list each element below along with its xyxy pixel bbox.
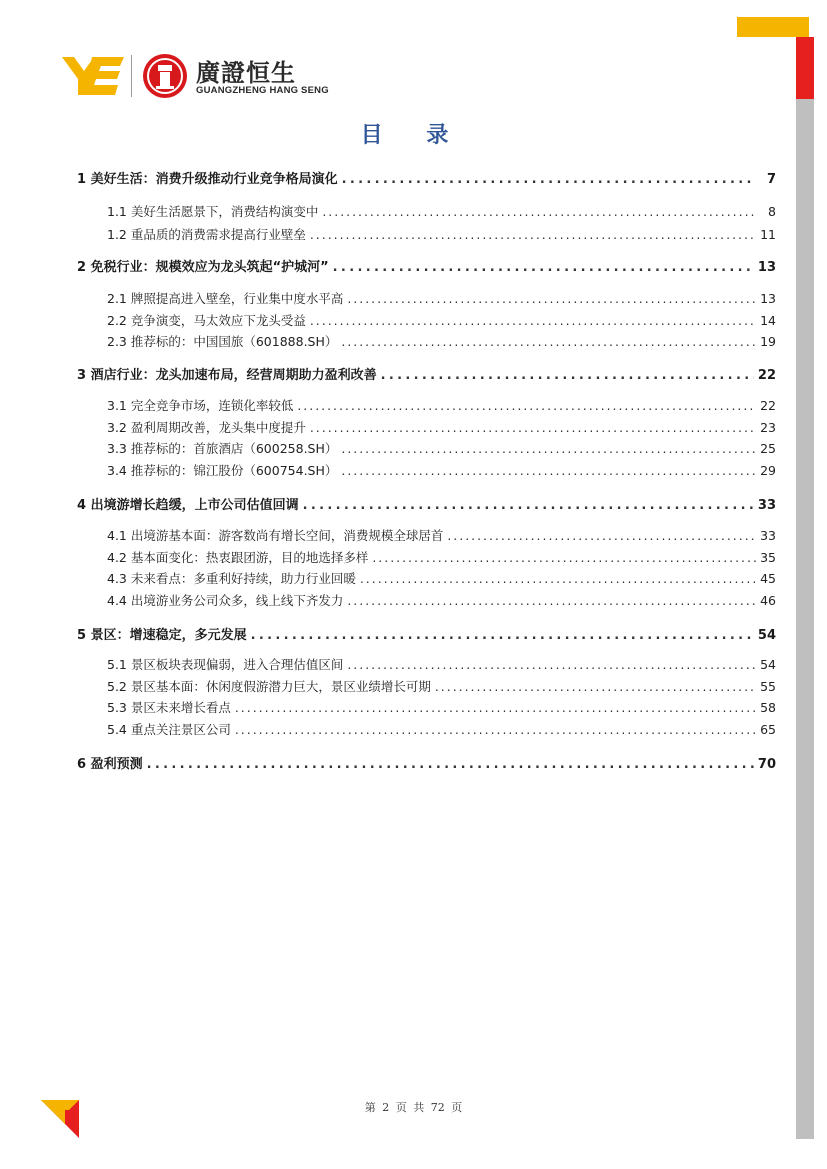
toc-section-entry[interactable] <box>77 396 776 414</box>
toc-entry-label: 2.3 推荐标的：中国国旅（601888.SH） <box>107 334 338 349</box>
toc-section-entry[interactable] <box>77 202 776 220</box>
toc-entry-label: 5.4 重点关注景区公司 <box>107 722 231 737</box>
toc-entry-label: 5.3 景区未来增长看点 <box>107 700 231 715</box>
toc-entry-page: 29 <box>760 463 776 478</box>
toc-entry-label: 3 酒店行业：龙头加速布局，经营周期助力盈利改善 <box>77 368 377 383</box>
toc-entry-page: 8 <box>768 204 776 219</box>
toc-section-entry[interactable] <box>77 720 776 738</box>
toc-leader-dots <box>347 657 756 672</box>
toc-section-entry[interactable] <box>77 655 776 673</box>
toc-leader-dots <box>435 679 756 694</box>
toc-leader-dots <box>310 227 756 242</box>
toc-entry-page: 45 <box>760 571 776 586</box>
toc-entry-page: 65 <box>760 722 776 737</box>
toc-section-entry[interactable] <box>77 526 776 544</box>
toc-entry-page: 25 <box>760 441 776 456</box>
logo-english-name: GUANGZHENG HANG SENG <box>196 85 329 96</box>
toc-section-entry[interactable] <box>77 332 776 350</box>
toc-entry-page: 33 <box>757 498 776 513</box>
toc-section-entry[interactable] <box>77 677 776 695</box>
toc-entry-page: 54 <box>760 657 776 672</box>
toc-leader-dots <box>381 368 754 383</box>
toc-leader-dots <box>303 498 754 513</box>
toc-entry-label: 4.2 基本面变化：热衷跟团游，目的地选择多样 <box>107 550 369 565</box>
toc-entry-label: 3.1 完全竞争市场，连锁化率较低 <box>107 398 294 413</box>
toc-title: 目 录 <box>360 123 467 148</box>
toc-section-entry[interactable] <box>77 569 776 587</box>
toc-entry-label: 3.4 推荐标的：锦江股份（600754.SH） <box>107 463 338 478</box>
corner-triangle-icon <box>41 1100 79 1138</box>
toc-entry-label: 4.1 出境游基本面：游客数尚有增长空间，消费规模全球居首 <box>107 528 444 543</box>
toc-entry-page: 14 <box>760 313 776 328</box>
toc-leader-dots <box>235 700 756 715</box>
toc-chapter-entry[interactable] <box>77 168 776 187</box>
toc-entry-page: 11 <box>760 227 776 242</box>
toc-leader-dots <box>342 172 756 187</box>
toc-leader-dots <box>297 398 756 413</box>
toc-leader-dots <box>147 757 754 772</box>
toc-entry-page: 46 <box>760 593 776 608</box>
toc-entry-label: 2.2 竞争演变，马太效应下龙头受益 <box>107 313 306 328</box>
toc-entry-page: 22 <box>760 398 776 413</box>
toc-leader-dots <box>341 463 756 478</box>
ye-logo-icon <box>62 55 124 95</box>
toc-entry-page: 22 <box>757 368 776 383</box>
toc-leader-dots <box>341 441 756 456</box>
toc-section-entry[interactable] <box>77 548 776 566</box>
toc-entry-label: 2.1 牌照提高进入壁垒，行业集中度水平高 <box>107 291 344 306</box>
toc-chapter-entry[interactable] <box>77 256 776 275</box>
toc-entry-label: 5.1 景区板块表现偏弱，进入合理估值区间 <box>107 657 344 672</box>
toc-entry-label: 4.4 出境游业务公司众多，线上线下齐发力 <box>107 593 344 608</box>
toc-entry-page: 23 <box>760 420 776 435</box>
toc-leader-dots <box>341 334 756 349</box>
toc-entry-label: 5 景区：增速稳定，多元发展 <box>77 628 247 643</box>
toc-entry-label: 3.3 推荐标的：首旅酒店（600258.SH） <box>107 441 338 456</box>
toc-chapter-entry[interactable] <box>77 624 776 643</box>
toc-entry-label: 5.2 景区基本面：休闲度假游潜力巨大，景区业绩增长可期 <box>107 679 431 694</box>
toc-entry-page: 54 <box>757 628 776 643</box>
logo-chinese-name: 廣證恒生 <box>196 59 296 87</box>
toc-entry-page: 13 <box>757 260 776 275</box>
toc-leader-dots <box>310 313 756 328</box>
toc-entry-label: 1.2 重品质的消费需求提高行业壁垒 <box>107 227 306 242</box>
toc-chapter-entry[interactable] <box>77 753 776 772</box>
toc-section-entry[interactable] <box>77 311 776 329</box>
toc-entry-page: 33 <box>760 528 776 543</box>
toc-leader-dots <box>347 593 756 608</box>
toc-entry-label: 3.2 盈利周期改善，龙头集中度提升 <box>107 420 306 435</box>
toc-leader-dots <box>310 420 756 435</box>
toc-leader-dots <box>360 571 756 586</box>
toc-leader-dots <box>251 628 754 643</box>
toc-entry-page: 70 <box>757 757 776 772</box>
toc-entry-label: 4 出境游增长趋缓，上市公司估值回调 <box>77 498 299 513</box>
toc-entry-label: 2 免税行业：规模效应为龙头筑起“护城河” <box>77 260 329 275</box>
toc-entry-label: 1.1 美好生活愿景下，消费结构演变中 <box>107 204 319 219</box>
toc-leader-dots <box>372 550 756 565</box>
toc-entry-page: 35 <box>760 550 776 565</box>
toc-entry-label: 1 美好生活：消费升级推动行业竞争格局演化 <box>77 172 338 187</box>
side-grey-bar <box>796 99 814 1139</box>
toc-entry-page: 58 <box>760 700 776 715</box>
toc-entry-page: 13 <box>760 291 776 306</box>
side-red-bar <box>796 37 814 99</box>
toc-leader-dots <box>333 260 754 275</box>
toc-leader-dots <box>447 528 756 543</box>
toc-chapter-entry[interactable] <box>77 364 776 383</box>
toc-section-entry[interactable] <box>77 591 776 609</box>
toc-section-entry[interactable] <box>77 289 776 307</box>
toc-entry-page: 19 <box>760 334 776 349</box>
logo-separator <box>131 55 132 97</box>
toc-section-entry[interactable] <box>77 439 776 457</box>
toc-entry-page: 55 <box>760 679 776 694</box>
toc-section-entry[interactable] <box>77 461 776 479</box>
toc-entry-label: 4.3 未来看点：多重利好持续，助力行业回暖 <box>107 571 356 586</box>
toc-leader-dots <box>322 204 756 219</box>
toc-section-entry[interactable] <box>77 418 776 436</box>
hang-seng-seal-icon <box>142 53 188 99</box>
toc-chapter-entry[interactable] <box>77 494 776 513</box>
toc-section-entry[interactable] <box>77 698 776 716</box>
toc-entry-label: 6 盈利预测 <box>77 757 143 772</box>
toc-section-entry[interactable] <box>77 225 776 243</box>
toc-leader-dots <box>235 722 756 737</box>
page-number-footer: 第 2 页 共 72 页 <box>364 1101 463 1114</box>
toc-entry-page: 7 <box>766 172 776 187</box>
toc-leader-dots <box>347 291 756 306</box>
header-yellow-bar <box>737 17 809 37</box>
